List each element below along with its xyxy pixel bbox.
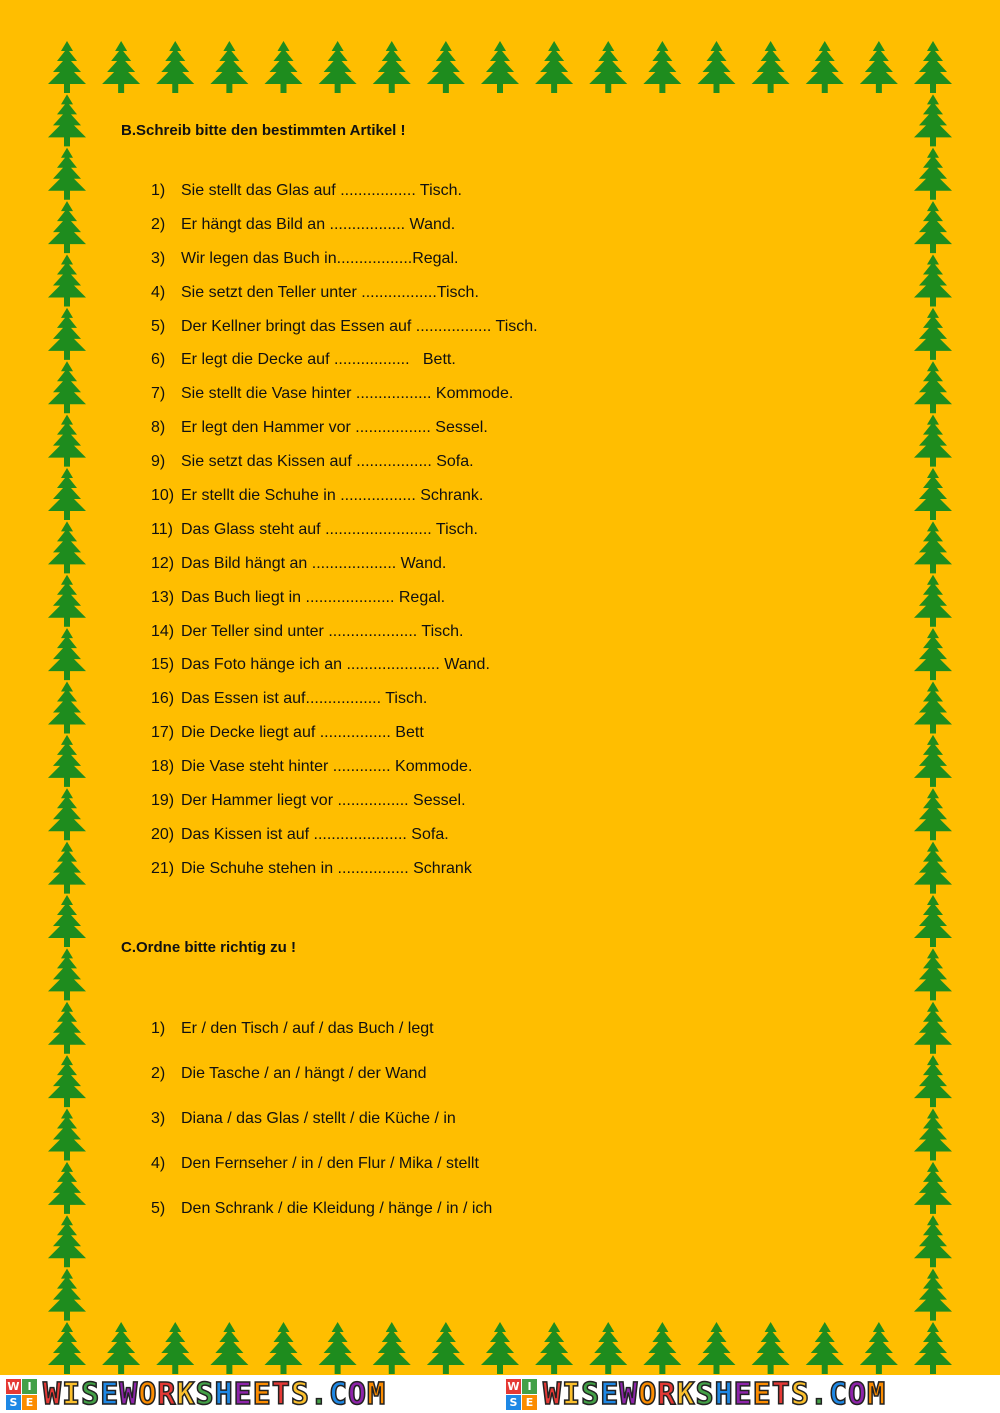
footer-banner <box>0 1375 1000 1413</box>
logo-letter: I <box>22 1379 37 1394</box>
item-text: Das Buch liegt in .................... Regal. <box>181 588 446 606</box>
tree-icon <box>752 41 790 93</box>
item-text: Das Bild hängt an ................... Wand. <box>181 554 447 572</box>
item-number: 7) <box>151 385 166 403</box>
tree-icon <box>48 361 86 413</box>
item-text: Sie setzt den Teller unter .................Tisch. <box>181 283 479 301</box>
tree-icon <box>48 41 86 93</box>
tree-icon <box>48 201 86 253</box>
item-text: Sie stellt die Vase hinter ................. Kommode. <box>181 385 514 403</box>
section-b-item-12 <box>151 554 538 588</box>
item-text: Die Decke liegt auf ................ Bett <box>181 724 424 742</box>
tree-icon <box>535 41 573 93</box>
item-number: 20) <box>151 825 175 843</box>
item-number: 1) <box>151 182 166 199</box>
tree-icon <box>481 41 519 93</box>
tree-icon <box>48 468 86 520</box>
tree-icon <box>698 1322 736 1374</box>
item-text: Die Vase steht hinter ............. Kommode. <box>181 758 473 776</box>
item-number: 5) <box>151 1200 166 1217</box>
tree-icon <box>914 361 952 413</box>
item-number: 19) <box>151 792 175 810</box>
item-text: Den Schrank / die Kleidung / hänge / in / ich <box>181 1200 493 1217</box>
tree-icon <box>914 255 952 307</box>
brand-name: WISEWORKSHEETS.COM <box>43 1376 387 1412</box>
tree-icon <box>48 1269 86 1321</box>
item-number: 3) <box>151 1110 166 1127</box>
item-text: Er legt den Hammer vor ................. Sessel. <box>181 419 488 437</box>
section-b-item-2 <box>151 215 538 249</box>
item-number: 4) <box>151 283 166 301</box>
section-b-item-9 <box>151 452 538 486</box>
item-text: Den Fernseher / in / den Flur / Mika / stellt <box>181 1155 479 1172</box>
item-number: 3) <box>151 249 166 267</box>
tree-icon <box>643 41 681 93</box>
brand-logo-repeat <box>506 1375 886 1413</box>
item-text: Er stellt die Schuhe in ................. Schrank. <box>181 487 484 505</box>
tree-icon <box>914 628 952 680</box>
item-text: Das Essen ist auf................. Tisch. <box>181 690 428 708</box>
tree-icon <box>427 41 465 93</box>
tree-icon <box>860 41 898 93</box>
tree-icon <box>156 1322 194 1374</box>
tree-icon <box>48 788 86 840</box>
item-number: 2) <box>151 1065 166 1082</box>
logo-icon <box>6 1379 37 1410</box>
section-c-item-4 <box>151 1154 492 1199</box>
logo-icon <box>506 1379 537 1410</box>
tree-icon <box>914 682 952 734</box>
tree-icon <box>48 1055 86 1107</box>
section-b-item-1 <box>151 181 538 215</box>
tree-icon <box>48 682 86 734</box>
item-number: 4) <box>151 1155 166 1172</box>
tree-icon <box>914 842 952 894</box>
section-b-item-16 <box>151 689 538 723</box>
tree-icon <box>210 41 248 93</box>
logo-letter: E <box>22 1395 37 1410</box>
tree-icon <box>48 895 86 947</box>
tree-icon <box>914 948 952 1000</box>
section-b-title: B.Schreib bitte den bestimmten Artikel ! <box>121 122 406 139</box>
item-text: Diana / das Glas / stellt / die Küche / in <box>181 1110 456 1127</box>
item-number: 1) <box>151 1020 166 1037</box>
section-b-item-10 <box>151 486 538 520</box>
section-b-list <box>151 181 538 893</box>
item-number: 11) <box>151 520 173 538</box>
section-b-item-3 <box>151 249 538 283</box>
item-number: 2) <box>151 215 166 233</box>
section-c-title: C.Ordne bitte richtig zu ! <box>121 939 296 956</box>
item-text: Wir legen das Buch in.................Regal. <box>181 249 459 267</box>
tree-icon <box>806 1322 844 1374</box>
tree-icon <box>914 468 952 520</box>
item-number: 9) <box>151 453 166 471</box>
section-b-item-17 <box>151 723 538 757</box>
tree-icon <box>914 1162 952 1214</box>
tree-icon <box>914 148 952 200</box>
tree-icon <box>210 1322 248 1374</box>
tree-icon <box>265 41 303 93</box>
tree-icon <box>589 41 627 93</box>
item-text: Das Glass steht auf ........................ Tisch. <box>181 520 478 538</box>
tree-icon <box>914 308 952 360</box>
section-b-item-14 <box>151 622 538 656</box>
tree-icon <box>373 1322 411 1374</box>
section-b-item-18 <box>151 757 538 791</box>
item-number: 10) <box>151 487 175 505</box>
tree-icon <box>48 1215 86 1267</box>
item-text: Sie stellt das Glas auf ................. Tisch. <box>181 182 462 199</box>
tree-icon <box>48 735 86 787</box>
tree-icon <box>806 41 844 93</box>
tree-icon <box>914 1002 952 1054</box>
item-number: 15) <box>151 656 175 674</box>
tree-icon <box>914 1322 952 1374</box>
logo-letter: I <box>522 1379 537 1394</box>
section-c-item-3 <box>151 1109 492 1154</box>
item-number: 5) <box>151 317 166 335</box>
section-b-item-13 <box>151 588 538 622</box>
tree-icon <box>914 895 952 947</box>
tree-icon <box>156 41 194 93</box>
item-number: 17) <box>151 724 175 742</box>
tree-icon <box>48 148 86 200</box>
tree-icon <box>102 41 140 93</box>
item-text: Die Schuhe stehen in ................ Schrank <box>181 859 472 877</box>
tree-icon <box>102 1322 140 1374</box>
item-number: 12) <box>151 554 175 572</box>
tree-icon <box>698 41 736 93</box>
section-b-item-19 <box>151 791 538 825</box>
tree-icon <box>914 735 952 787</box>
tree-icon <box>914 94 952 146</box>
tree-icon <box>48 1109 86 1161</box>
tree-icon <box>914 575 952 627</box>
logo-letter: S <box>6 1395 21 1410</box>
logo-letter: S <box>506 1395 521 1410</box>
tree-icon <box>914 201 952 253</box>
item-text: Er / den Tisch / auf / das Buch / legt <box>181 1020 434 1037</box>
section-b-item-21 <box>151 859 538 893</box>
tree-icon <box>48 308 86 360</box>
item-text: Er legt die Decke auf ................. Bett. <box>181 351 456 369</box>
tree-icon <box>914 1055 952 1107</box>
tree-icon <box>914 788 952 840</box>
item-number: 8) <box>151 419 166 437</box>
item-number: 21) <box>151 859 175 877</box>
item-text: Der Hammer liegt vor ................ Sessel. <box>181 792 466 810</box>
section-b-item-15 <box>151 655 538 689</box>
item-text: Der Teller sind unter .................... Tisch. <box>181 622 464 640</box>
logo-letter: E <box>522 1395 537 1410</box>
section-c-list <box>151 1019 492 1244</box>
tree-icon <box>48 1002 86 1054</box>
item-text: Sie setzt das Kissen auf ................. Sofa. <box>181 453 474 471</box>
brand-logo <box>6 1375 386 1413</box>
section-b-item-5 <box>151 317 538 351</box>
tree-icon <box>48 628 86 680</box>
tree-icon <box>48 521 86 573</box>
tree-icon <box>319 41 357 93</box>
tree-icon <box>914 1269 952 1321</box>
section-b-item-11 <box>151 520 538 554</box>
tree-icon <box>48 94 86 146</box>
tree-icon <box>914 521 952 573</box>
section-b-item-8 <box>151 418 538 452</box>
tree-icon <box>752 1322 790 1374</box>
item-text: Die Tasche / an / hängt / der Wand <box>181 1065 427 1082</box>
section-b-item-6 <box>151 350 538 384</box>
tree-icon <box>48 842 86 894</box>
tree-icon <box>481 1322 519 1374</box>
tree-icon <box>265 1322 303 1374</box>
section-c-item-5 <box>151 1199 492 1244</box>
tree-icon <box>914 41 952 93</box>
item-text: Er hängt das Bild an ................. Wand. <box>181 215 456 233</box>
section-b-item-7 <box>151 384 538 418</box>
item-text: Das Foto hänge ich an ..................... Wand. <box>181 656 490 674</box>
section-b-item-20 <box>151 825 538 859</box>
tree-icon <box>914 1109 952 1161</box>
tree-icon <box>48 255 86 307</box>
item-number: 16) <box>151 690 175 708</box>
section-c-item-2 <box>151 1064 492 1109</box>
item-text: Das Kissen ist auf ..................... Sofa. <box>181 825 449 843</box>
tree-icon <box>48 948 86 1000</box>
item-number: 13) <box>151 588 175 606</box>
item-text: Der Kellner bringt das Essen auf ................. Tisch. <box>181 317 538 335</box>
item-number: 14) <box>151 622 175 640</box>
section-b-item-4 <box>151 283 538 317</box>
item-number: 18) <box>151 758 175 776</box>
tree-icon <box>914 1215 952 1267</box>
tree-icon <box>48 1322 86 1374</box>
logo-letter: W <box>507 1379 520 1393</box>
tree-icon <box>319 1322 357 1374</box>
item-number: 6) <box>151 351 166 369</box>
tree-icon <box>48 415 86 467</box>
tree-icon <box>535 1322 573 1374</box>
brand-name-repeat: WISEWORKSHEETS.COM <box>543 1376 887 1412</box>
logo-letter: W <box>7 1379 20 1393</box>
tree-icon <box>589 1322 627 1374</box>
section-c-item-1 <box>151 1019 492 1064</box>
tree-icon <box>860 1322 898 1374</box>
tree-icon <box>48 575 86 627</box>
tree-icon <box>48 1162 86 1214</box>
tree-icon <box>914 415 952 467</box>
tree-icon <box>643 1322 681 1374</box>
tree-icon <box>427 1322 465 1374</box>
tree-icon <box>373 41 411 93</box>
